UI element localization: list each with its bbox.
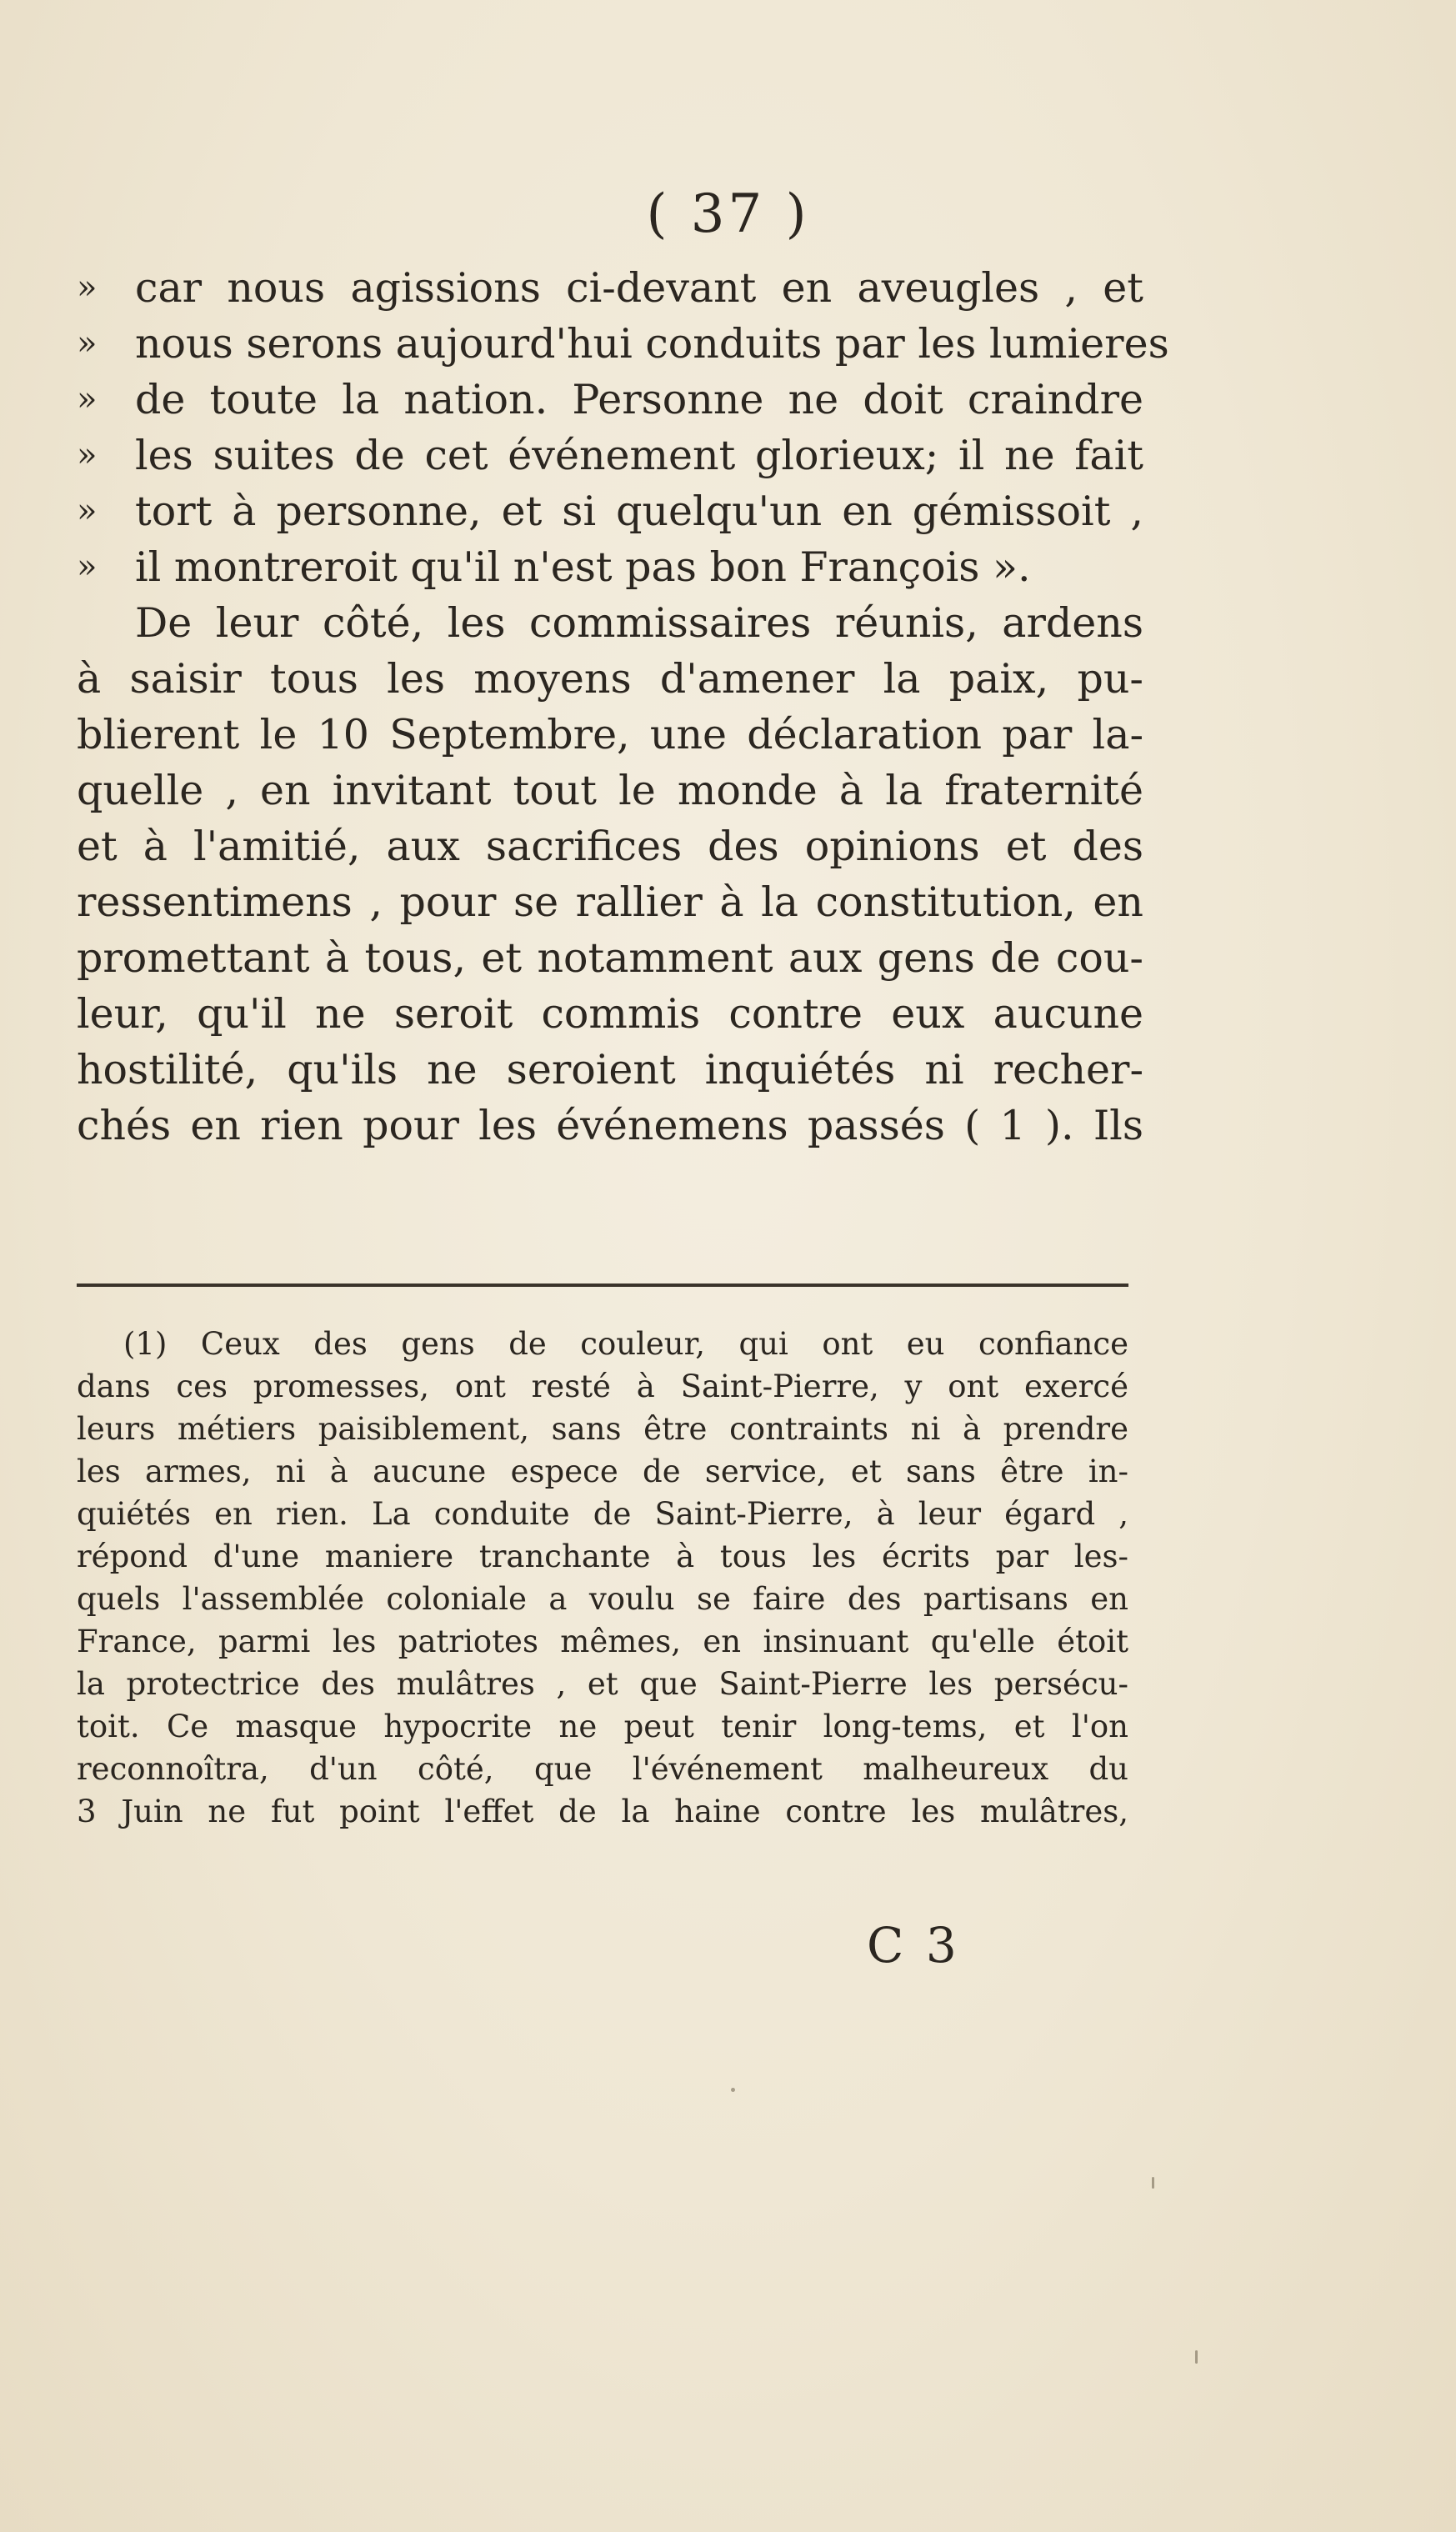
quoted-line-text: de toute la nation. Personne ne doit craindre — [135, 376, 1143, 423]
footnote-line: leurs métiers paisiblement, sans être contraints ni à prendre — [77, 1411, 1128, 1447]
paragraph-line: blierent le 10 Septembre, une déclaration par la- — [77, 711, 1143, 758]
signature-mark: C 3 — [867, 1917, 960, 1974]
footnote-line: reconnoîtra, d'un côté, que l'événement malheureux du — [77, 1751, 1128, 1787]
footnote-divider — [77, 1284, 1128, 1287]
page-number: ( 37 ) — [646, 183, 810, 245]
footnote-line: (1) Ceux des gens de couleur, qui ont eu confiance — [123, 1326, 1128, 1362]
footnote-line: répond d'une maniere tranchante à tous les écrits par les- — [77, 1539, 1128, 1574]
footnote-line: quels l'assemblée coloniale a voulu se faire des partisans en — [77, 1581, 1128, 1617]
paragraph-line: promettant à tous, et notamment aux gens de cou- — [77, 934, 1143, 982]
quoted-line-text: les suites de cet événement glorieux; il ne fait — [135, 432, 1143, 479]
footnote-line: France, parmi les patriotes mêmes, en insinuant qu'elle étoit — [77, 1624, 1128, 1659]
quoted-line-text: tort à personne, et si quelqu'un en gémissoit , — [135, 488, 1143, 535]
paragraph-line: hostilité, qu'ils ne seroient inquiétés ni recher- — [77, 1046, 1143, 1093]
footnote-line: quiétés en rien. La conduite de Saint-Pierre, à leur égard , — [77, 1496, 1128, 1532]
paper-speck — [731, 2088, 735, 2092]
main-text — [77, 260, 1169, 1153]
quoted-line-text: car nous agissions ci-devant en aveugles , et — [135, 264, 1143, 312]
paragraph-line: ressentimens , pour se rallier à la constitution, en — [77, 878, 1143, 926]
quote-mark: » — [77, 380, 98, 418]
quoted-line-text: il montreroit qu'il n'est pas bon François ». — [135, 543, 1031, 591]
quoted-line — [77, 428, 1143, 483]
paragraph-line: leur, qu'il ne seroit commis contre eux aucune — [77, 990, 1143, 1038]
paragraph-line: et à l'amitié, aux sacrifices des opinions et des — [77, 823, 1143, 870]
paragraph-line: De leur côté, les commissaires réunis, ardens — [135, 599, 1143, 647]
paper-speck — [1195, 2350, 1198, 2364]
footnote-line: les armes, ni à aucune espece de service, et sans être in- — [77, 1454, 1128, 1489]
quote-mark: » — [77, 324, 98, 363]
quoted-line-text: nous serons aujourd'hui conduits par les lumieres — [135, 320, 1169, 368]
quoted-line — [77, 372, 1143, 428]
quote-mark: » — [77, 268, 98, 307]
quoted-line — [77, 260, 1143, 316]
footnote — [77, 1323, 1128, 1833]
paragraph-line: à saisir tous les moyens d'amener la paix, pu- — [77, 655, 1143, 703]
paragraph-line: chés en rien pour les événemens passés ( 1 ). Ils — [77, 1102, 1143, 1149]
quote-mark: » — [77, 548, 98, 586]
footnote-line: toit. Ce masque hypocrite ne peut tenir long-tems, et l'on — [77, 1709, 1128, 1744]
paragraph-line: quelle , en invitant tout le monde à la fraternité — [77, 767, 1143, 814]
footnote-line: la protectrice des mulâtres , et que Saint-Pierre les persécu- — [77, 1666, 1128, 1702]
footnote-line: dans ces promesses, ont resté à Saint-Pierre, y ont exercé — [77, 1369, 1128, 1404]
quoted-line — [77, 483, 1143, 539]
quoted-line — [77, 316, 1169, 372]
paper-speck — [1152, 2177, 1154, 2189]
quote-mark: » — [77, 436, 98, 474]
quoted-line — [77, 539, 1143, 595]
footnote-line: 3 Juin ne fut point l'effet de la haine contre les mulâtres, — [77, 1794, 1128, 1829]
quote-mark: » — [77, 492, 98, 530]
